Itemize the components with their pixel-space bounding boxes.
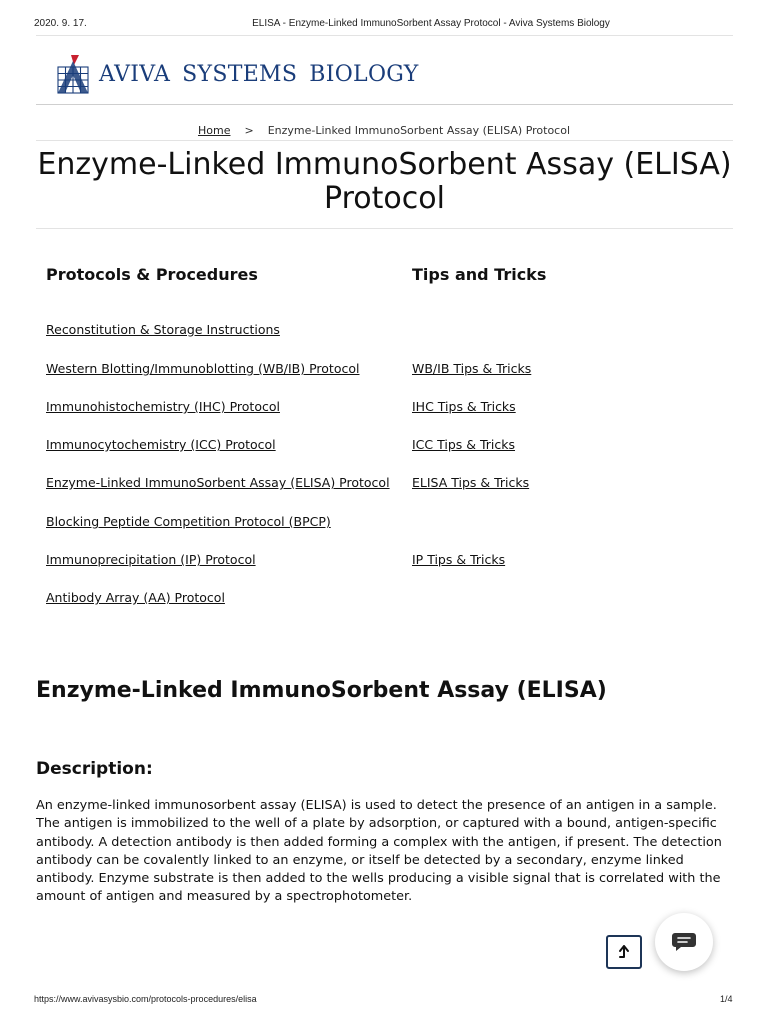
logo-word-aviva: AVIVA [99,61,171,87]
arrow-up-icon [617,944,631,960]
description-text: An enzyme-linked immunosorbent assay (ELISA) is used to detect the presence of an antigen in a sample. The antigen is immobilized to the well of a plate by adsorption, or captured with a bound, antigen-specific antibody. A detection antibody is then added forming a complex with the antigen, if present. The detection antibody can be covalently linked to an enzyme, or itself be detected by a secondary, enzyme linked antibody. Enzyme substrate is then added to the wells producing a visible signal that is correlated with the amount of antigen and measured by a spectrophotometer. [36,798,722,905]
print-url: https://www.avivasysbio.com/protocols-procedures/elisa [34,994,257,1004]
divider [36,104,733,105]
protocol-link-wb-ib[interactable]: Western Blotting/Immunoblotting (WB/IB) Protocol [46,361,360,376]
description-heading: Description: [36,759,153,779]
logo-wordmark [99,62,419,87]
logo-word-biology: BIOLOGY [309,61,419,87]
chat-bubble-icon [671,931,697,953]
tips-link-ip[interactable]: IP Tips & Tricks [412,552,506,567]
breadcrumb [0,124,768,137]
aviva-logo-icon [57,53,89,95]
section-title: Enzyme-Linked ImmunoSorbent Assay (ELISA) [36,678,607,703]
print-date: 2020. 9. 17. [34,18,87,29]
breadcrumb-home-link[interactable]: Home [197,124,231,137]
logo-word-systems: SYSTEMS [182,61,298,87]
chat-button[interactable] [655,913,713,971]
protocol-link-bpcp[interactable]: Blocking Peptide Competition Protocol (BPCP) [46,514,331,529]
tips-link-elisa[interactable]: ELISA Tips & Tricks [412,475,530,490]
protocol-link-reconstitution[interactable]: Reconstitution & Storage Instructions [46,322,280,337]
tips-heading: Tips and Tricks [412,265,547,284]
protocol-link-ip[interactable]: Immunoprecipitation (IP) Protocol [46,552,256,567]
print-page-number: 1/4 [720,994,733,1004]
protocol-link-ihc[interactable]: Immunohistochemistry (IHC) Protocol [46,399,280,414]
scroll-to-top-button[interactable] [606,935,642,969]
tips-link-ihc[interactable]: IHC Tips & Tricks [412,399,516,414]
breadcrumb-current: Enzyme-Linked ImmunoSorbent Assay (ELISA) Protocol [267,124,571,137]
protocols-heading: Protocols & Procedures [46,265,258,284]
breadcrumb-separator-icon: > [244,124,254,137]
divider [36,140,733,141]
tips-link-wb-ib[interactable]: WB/IB Tips & Tricks [412,361,532,376]
divider [36,228,733,229]
page-title-line1: Enzyme-Linked ImmunoSorbent Assay (ELISA) [37,147,732,182]
protocol-link-elisa[interactable]: Enzyme-Linked ImmunoSorbent Assay (ELISA) Protocol [46,475,390,490]
protocol-link-icc[interactable]: Immunocytochemistry (ICC) Protocol [46,437,276,452]
page-title-line2: Protocol [324,181,445,216]
print-title: ELISA - Enzyme-Linked ImmunoSorbent Assay Protocol - Aviva Systems Biology [252,18,610,29]
tips-link-icc[interactable]: ICC Tips & Tricks [412,437,516,452]
divider [36,35,733,36]
protocol-link-antibody-array[interactable]: Antibody Array (AA) Protocol [46,590,225,605]
site-logo[interactable] [57,52,419,96]
page-title [36,148,733,216]
